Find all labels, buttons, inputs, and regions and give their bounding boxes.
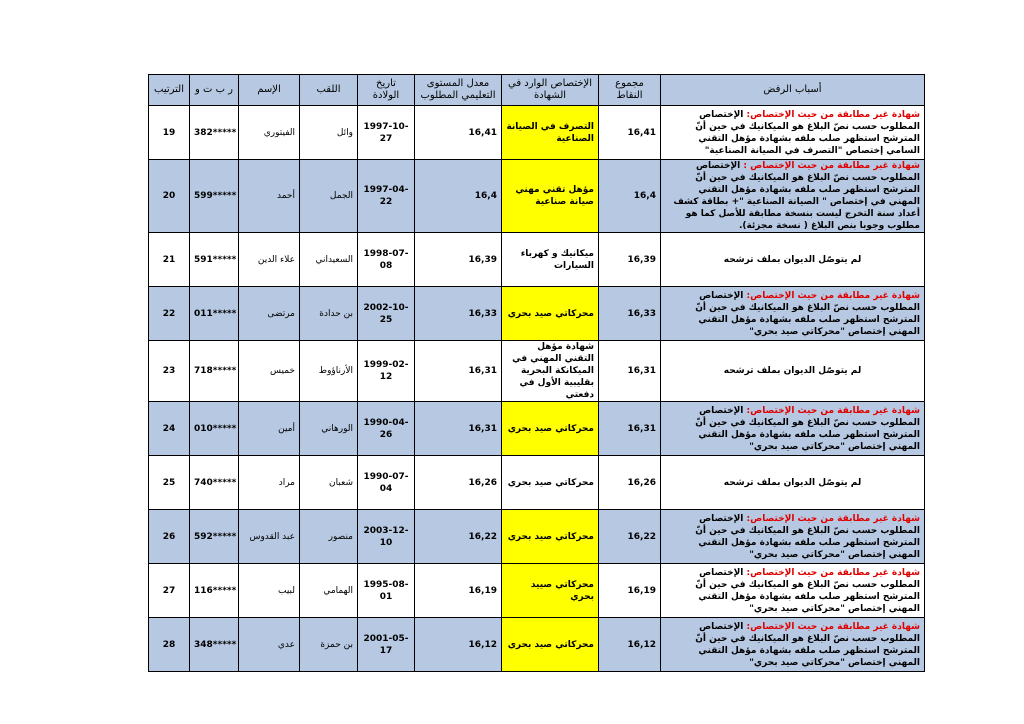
specialty-cell: محركاتي صييد بحري xyxy=(502,564,599,618)
name-cell: أحمد xyxy=(239,160,300,233)
name-cell: الفيتوري xyxy=(239,106,300,160)
birth-cell: 1997-04-22 xyxy=(358,160,415,233)
reason-text: الإختصاص المطلوب حسب نصّ البلاغ هو الميكانيك في حين أنّ المترشح استظهر صلب ملفه بشهادة مؤهل التقني المهني إختصاص "محركاتي صيد بحري" xyxy=(695,405,920,452)
rank-cell: 25 xyxy=(149,456,190,510)
reason-text: الإختصاص المطلوب حسب نصّ البلاغ هو الميكانيك في حين أنّ المترشح استظهر صلب ملفه بشهادة مؤهل التقني المهني إختصاص "محركاتي صيد بحري" xyxy=(695,621,920,668)
surname-cell: الورهاني xyxy=(300,402,358,456)
reason-mismatch-label: شهادة غير مطابقة من حيث الإختصاص: xyxy=(746,513,920,524)
rank-cell: 27 xyxy=(149,564,190,618)
header-birth: تاريخ الولادة xyxy=(358,75,415,106)
birth-cell: 2001-05-17 xyxy=(358,618,415,672)
reason-cell xyxy=(661,618,925,672)
rank-cell: 22 xyxy=(149,287,190,341)
birth-cell: 1995-08-01 xyxy=(358,564,415,618)
surname-cell: شعبان xyxy=(300,456,358,510)
rank-cell: 23 xyxy=(149,341,190,402)
header-reasons: أسباب الرفض xyxy=(661,75,925,106)
points-cell: 16,31 xyxy=(599,402,661,456)
table-row xyxy=(149,618,925,672)
rank-cell: 20 xyxy=(149,160,190,233)
average-cell: 16,12 xyxy=(415,618,502,672)
table-row xyxy=(149,456,925,510)
surname-cell: وائل xyxy=(300,106,358,160)
surname-cell: بن حدادة xyxy=(300,287,358,341)
name-cell: أمين xyxy=(239,402,300,456)
reason-text: الإختصاص المطلوب حسب نصّ البلاغ هو الميكانيك في حين أنّ المترشح استظهر صلب ملفه بشهادة مؤهل التقني المهني في إختصاص " الصيانة الصناعية "+ بطاقة كشف أعداد سنة التخرج ليست بنسخة مطابقة للأصل كما هو مطلوب وجوبا بنص البلاغ ( نسخة مجزئة). xyxy=(673,161,920,231)
specialty-cell: محركاتي صيد بحري xyxy=(502,287,599,341)
points-cell: 16,39 xyxy=(599,233,661,287)
average-cell: 16,39 xyxy=(415,233,502,287)
header-surname: اللقب xyxy=(300,75,358,106)
header-specialty: الإختصاص الوارد في الشهادة xyxy=(502,75,599,106)
id-cell: 382***** xyxy=(190,106,239,160)
reason-mismatch-label: شهادة غير مطابقة من حيث الإختصاص: xyxy=(746,405,920,416)
specialty-cell: ميكانيك و كهرباء السيارات xyxy=(502,233,599,287)
birth-cell: 1999-02-12 xyxy=(358,341,415,402)
id-cell: 348***** xyxy=(190,618,239,672)
id-cell: 740***** xyxy=(190,456,239,510)
header-row xyxy=(149,75,925,106)
surname-cell: منصور xyxy=(300,510,358,564)
id-cell: 591***** xyxy=(190,233,239,287)
reason-cell: لم يتوصّل الديوان بملف ترشحه xyxy=(661,456,925,510)
surname-cell: السعيداني xyxy=(300,233,358,287)
reason-text: الإختصاص المطلوب حسب نصّ البلاغ هو الميكانيك في حين أنّ المترشح استظهر صلب ملفه بشهادة مؤهل التقني المهني إختصاص "محركاتي صيد بحري" xyxy=(695,290,920,337)
results-table xyxy=(148,74,925,672)
points-cell: 16,22 xyxy=(599,510,661,564)
surname-cell: بن حمزة xyxy=(300,618,358,672)
reason-text: الإختصاص المطلوب حسب نصّ البلاغ هو الميكانيك في حين أنّ المترشح استظهر صلب ملفه بشهادة مؤهل التقني المهني إختصاص "محركاتي صيد بحري" xyxy=(695,567,920,614)
reason-cell xyxy=(661,402,925,456)
reason-cell xyxy=(661,160,925,233)
table-row xyxy=(149,287,925,341)
specialty-cell: محركاتي صيد بحري xyxy=(502,456,599,510)
average-cell: 16,22 xyxy=(415,510,502,564)
specialty-cell: مؤهل تقني مهني صيانة صناعية xyxy=(502,160,599,233)
birth-cell: 1990-07-04 xyxy=(358,456,415,510)
reason-cell xyxy=(661,287,925,341)
header-id: ر ب ت و xyxy=(190,75,239,106)
name-cell: مرتضى xyxy=(239,287,300,341)
table-row xyxy=(149,160,925,233)
average-cell: 16,41 xyxy=(415,106,502,160)
points-cell: 16,41 xyxy=(599,106,661,160)
id-cell: 116***** xyxy=(190,564,239,618)
surname-cell: الجمل xyxy=(300,160,358,233)
header-name: الإسم xyxy=(239,75,300,106)
name-cell: عدي xyxy=(239,618,300,672)
points-cell: 16,26 xyxy=(599,456,661,510)
table-row xyxy=(149,106,925,160)
specialty-cell: التصرف في الصيانة الصناعية xyxy=(502,106,599,160)
average-cell: 16,26 xyxy=(415,456,502,510)
id-cell: 599***** xyxy=(190,160,239,233)
name-cell: لبيب xyxy=(239,564,300,618)
average-cell: 16,31 xyxy=(415,402,502,456)
reason-cell: لم يتوصّل الديوان بملف ترشحه xyxy=(661,341,925,402)
name-cell: عبد القدوس xyxy=(239,510,300,564)
name-cell: مراد xyxy=(239,456,300,510)
name-cell: خميس xyxy=(239,341,300,402)
id-cell: 718***** xyxy=(190,341,239,402)
reason-mismatch-label: شهادة غير مطابقة من حيث الإختصاص: xyxy=(746,290,920,301)
reason-text: الإختصاص المطلوب حسب نصّ البلاغ هو الميكانيك في حين أنّ المترشح استظهر صلب ملفه بشهادة مؤهل التقني السامي إختصاص "التصرف في الصيانة الصناعية" xyxy=(695,109,920,156)
birth-cell: 1990-04-26 xyxy=(358,402,415,456)
reason-text: الإختصاص المطلوب حسب نصّ البلاغ هو الميكانيك في حين أنّ المترشح استظهر صلب ملفه بشهادة مؤهل التقني المهني إختصاص "محركاتي صيد بحري" xyxy=(695,513,920,560)
specialty-cell: محركاتي صيد بحري xyxy=(502,402,599,456)
rank-cell: 26 xyxy=(149,510,190,564)
id-cell: 010***** xyxy=(190,402,239,456)
points-cell: 16,19 xyxy=(599,564,661,618)
points-cell: 16,12 xyxy=(599,618,661,672)
rank-cell: 21 xyxy=(149,233,190,287)
reason-mismatch-label: شهادة غير مطابقة من حيث الإختصاص: xyxy=(746,621,920,632)
name-cell: علاء الدين xyxy=(239,233,300,287)
specialty-cell: محركاتي صيد بحري xyxy=(502,618,599,672)
average-cell: 16,33 xyxy=(415,287,502,341)
birth-cell: 1997-10-27 xyxy=(358,106,415,160)
id-cell: 592***** xyxy=(190,510,239,564)
table-row xyxy=(149,564,925,618)
header-points: مجموع النقاط xyxy=(599,75,661,106)
reason-cell xyxy=(661,510,925,564)
average-cell: 16,19 xyxy=(415,564,502,618)
points-cell: 16,4 xyxy=(599,160,661,233)
surname-cell: الأرناؤوط xyxy=(300,341,358,402)
specialty-cell: شهادة مؤهل التقني المهني في الميكانكة البحرية بقليبية الأول في دفعتي xyxy=(502,341,599,402)
rank-cell: 24 xyxy=(149,402,190,456)
reason-cell xyxy=(661,564,925,618)
table-row xyxy=(149,341,925,402)
rank-cell: 19 xyxy=(149,106,190,160)
average-cell: 16,4 xyxy=(415,160,502,233)
reason-mismatch-label: شهادة غير مطابقة من حيث الإختصاص: xyxy=(746,567,920,578)
reason-mismatch-label: شهادة غير مطابقة من حيث الإختصاص: xyxy=(746,109,920,120)
birth-cell: 2003-12-10 xyxy=(358,510,415,564)
reason-cell xyxy=(661,106,925,160)
table-row xyxy=(149,233,925,287)
rank-cell: 28 xyxy=(149,618,190,672)
reason-mismatch-label: شهادة غير مطابقة من حيث الإختصاص : xyxy=(743,161,920,171)
table-row xyxy=(149,402,925,456)
average-cell: 16,31 xyxy=(415,341,502,402)
surname-cell: الهمامي xyxy=(300,564,358,618)
header-rank: الترتيب xyxy=(149,75,190,106)
header-average: معدل المستوى التعليمي المطلوب xyxy=(415,75,502,106)
points-cell: 16,33 xyxy=(599,287,661,341)
birth-cell: 2002-10-25 xyxy=(358,287,415,341)
points-cell: 16,31 xyxy=(599,341,661,402)
table-row xyxy=(149,510,925,564)
id-cell: 011***** xyxy=(190,287,239,341)
reason-cell: لم يتوصّل الديوان بملف ترشحه xyxy=(661,233,925,287)
birth-cell: 1998-07-08 xyxy=(358,233,415,287)
specialty-cell: محركاتي صيد بحري xyxy=(502,510,599,564)
